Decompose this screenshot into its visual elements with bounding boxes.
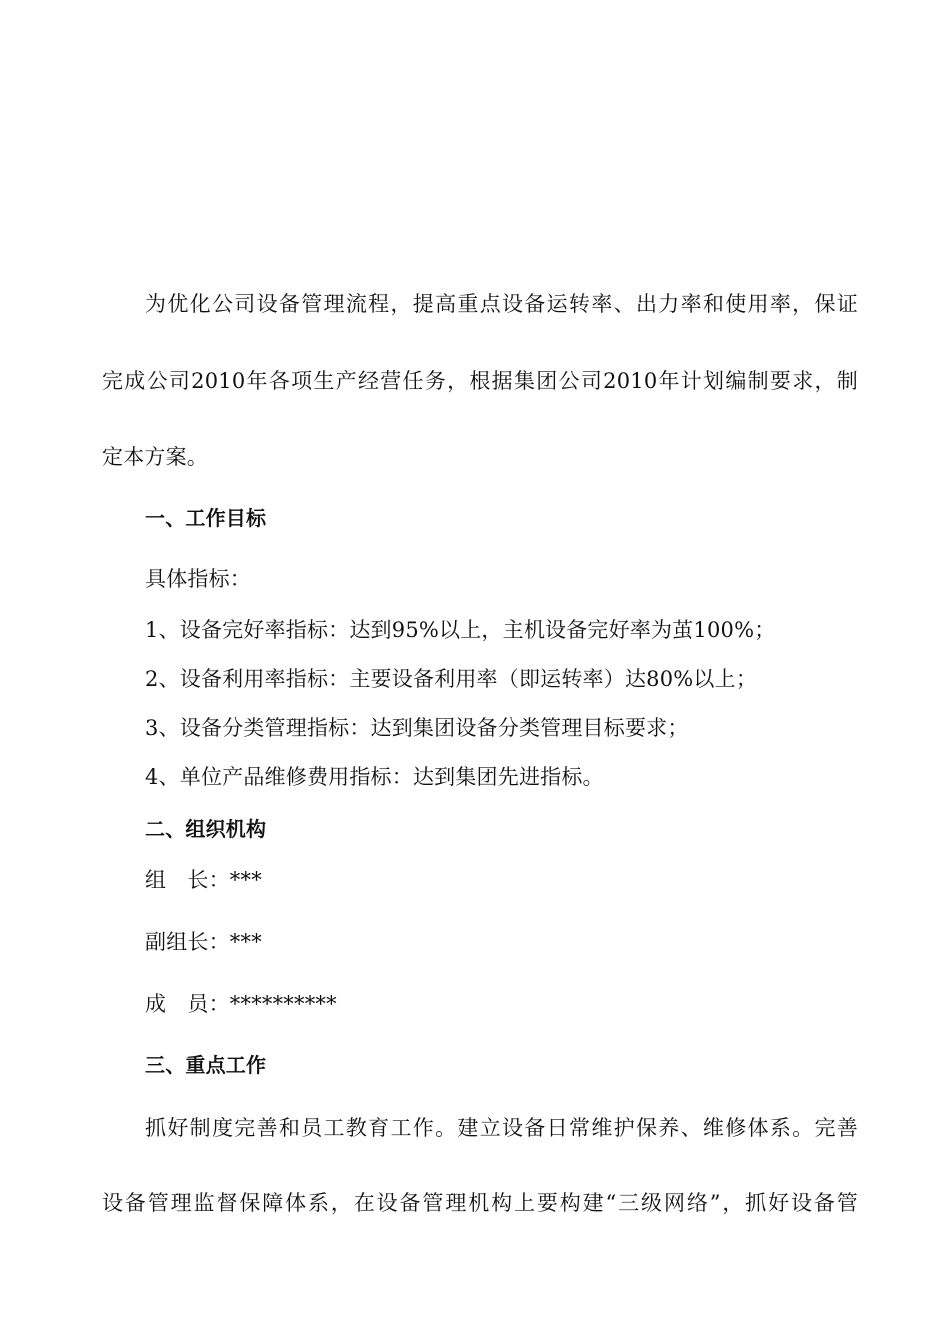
- goal-item-1: 1、设备完好率指标：达到95%以上，主机设备完好率为茧100%；: [145, 618, 776, 642]
- org-deputy-leader: 副组长：***: [145, 930, 262, 954]
- intro-paragraph-line-1: 为优化公司设备管理流程，提高重点设备运转率、出力率和使用率，保证: [145, 292, 858, 316]
- intro-paragraph-line-3: 定本方案。: [102, 445, 208, 469]
- section-heading-goals: 一、工作目标: [145, 506, 267, 530]
- goal-item-3: 3、设备分类管理指标：达到集团设备分类管理目标要求；: [145, 716, 689, 740]
- intro-paragraph-line-2: 完成公司2010年各项生产经营任务，根据集团公司2010年计划编制要求，制: [102, 369, 858, 393]
- goal-item-4: 4、单位产品维修费用指标：达到集团先进指标。: [145, 765, 604, 789]
- goal-item-2: 2、设备利用率指标：主要设备利用率（即运转率）达80%以上；: [145, 667, 758, 691]
- key-work-paragraph-line-2: 设备管理监督保障体系，在设备管理机构上要构建“三级网络”，抓好设备管: [102, 1191, 858, 1215]
- section-heading-key-work: 三、重点工作: [145, 1053, 267, 1077]
- org-members: 成 员：**********: [145, 992, 337, 1016]
- section-heading-organization: 二、组织机构: [145, 817, 267, 841]
- org-leader: 组 长：***: [145, 868, 262, 892]
- key-work-paragraph-line-1: 抓好制度完善和员工教育工作。建立设备日常维护保养、维修体系。完善: [145, 1116, 858, 1140]
- goals-subheading: 具体指标：: [145, 567, 251, 591]
